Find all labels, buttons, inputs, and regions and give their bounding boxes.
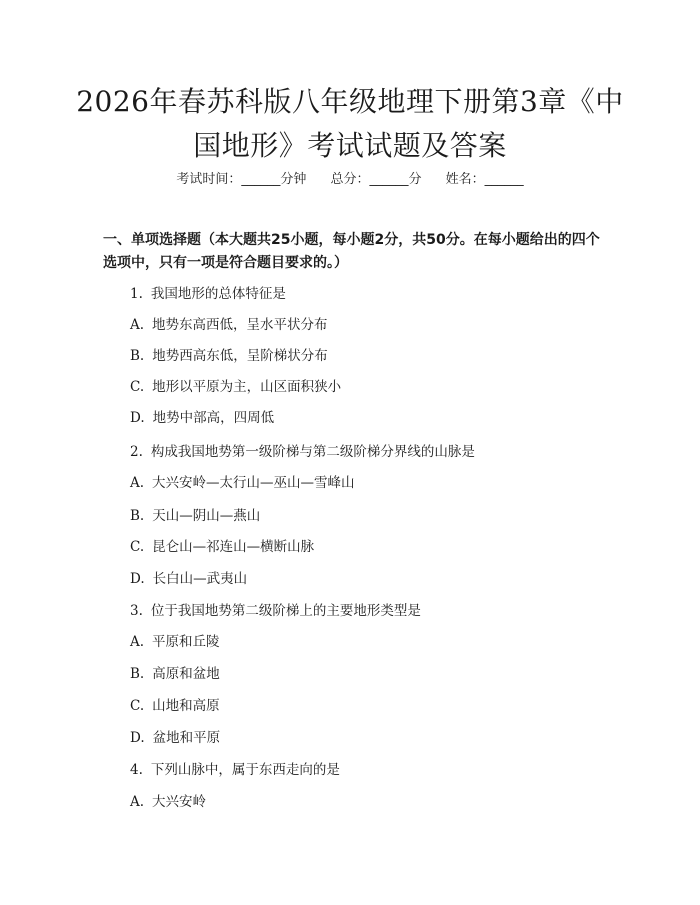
option-line	[130, 406, 274, 426]
line-text: 天山—阴山—燕山	[152, 508, 261, 524]
line-text: 地势西高东低，呈阶梯状分布	[152, 348, 328, 364]
line-number: B.	[130, 508, 145, 524]
question-line	[130, 282, 286, 302]
line-text: 地形以平原为主，山区面积狭小	[152, 379, 342, 395]
line-number: C.	[130, 539, 145, 555]
option-line	[130, 344, 328, 364]
option-line	[130, 471, 355, 491]
line-text: 高原和盆地	[152, 666, 220, 682]
line-text: 长白山—武夷山	[152, 571, 248, 587]
line-number: D.	[130, 571, 145, 587]
section-heading: 一、单项选择题（本大题共25小题，每小题2分，共50分。在每小题给出的四个选项中，只有一项是符合题目要求的。）	[103, 232, 600, 271]
option-line	[130, 662, 220, 682]
line-text: 下列山脉中，属于东西走向的是	[150, 762, 340, 778]
line-text: 构成我国地势第一级阶梯与第二级阶梯分界线的山脉是	[150, 444, 475, 460]
exam-name-blank: ______	[484, 172, 524, 187]
line-text: 平原和丘陵	[152, 634, 220, 650]
exam-time-blank: ______	[241, 172, 281, 187]
line-number: A.	[130, 794, 145, 810]
question-line	[130, 440, 475, 460]
question-line	[130, 758, 340, 778]
line-number: A.	[130, 634, 145, 650]
option-line	[130, 535, 314, 555]
option-line	[130, 694, 220, 714]
option-line	[130, 567, 247, 587]
option-line	[130, 504, 260, 524]
line-text: 盆地和平原	[152, 730, 221, 746]
option-line	[130, 375, 341, 395]
line-number: D.	[130, 730, 145, 746]
exam-time-unit: 分钟	[280, 172, 307, 187]
line-text: 我国地形的总体特征是	[150, 286, 286, 302]
line-text: 昆仑山—祁连山—横断山脉	[152, 539, 315, 555]
line-number: A.	[130, 317, 145, 333]
option-line	[130, 726, 220, 746]
line-text: 地势东高西低，呈水平状分布	[152, 317, 328, 333]
exam-score	[330, 172, 425, 187]
line-number: 1.	[130, 286, 143, 302]
exam-score-label: 总分：	[330, 172, 370, 187]
exam-name-label: 姓名：	[445, 172, 485, 187]
title-line-2: 国地形》考试试题及答案	[193, 129, 507, 162]
line-number: B.	[130, 348, 145, 364]
line-text: 大兴安岭	[152, 794, 207, 810]
question-line	[130, 599, 421, 619]
line-text: 地势中部高，四周低	[152, 410, 275, 426]
line-text: 位于我国地势第二级阶梯上的主要地形类型是	[150, 603, 421, 619]
exam-time-label: 考试时间：	[176, 172, 242, 187]
line-number: 4.	[130, 762, 143, 778]
line-number: A.	[130, 475, 145, 491]
line-number: D.	[130, 410, 145, 426]
option-line	[130, 790, 206, 810]
exam-score-blank: ______	[369, 172, 409, 187]
line-text: 山地和高原	[152, 698, 220, 714]
line-number: 2.	[130, 444, 143, 460]
exam-score-unit: 分	[408, 172, 422, 187]
exam-name	[446, 172, 524, 187]
exam-time	[176, 172, 310, 187]
line-number: C.	[130, 698, 145, 714]
line-number: C.	[130, 379, 145, 395]
exam-info	[0, 168, 700, 187]
option-line	[130, 313, 328, 333]
title-line-1: 2026年春苏科版八年级地理下册第3章《中	[76, 85, 624, 118]
exam-title	[60, 80, 640, 168]
line-number: 3.	[130, 603, 143, 619]
line-text: 大兴安岭—太行山—巫山—雪峰山	[152, 475, 355, 491]
line-number: B.	[130, 666, 145, 682]
option-line	[130, 630, 220, 650]
